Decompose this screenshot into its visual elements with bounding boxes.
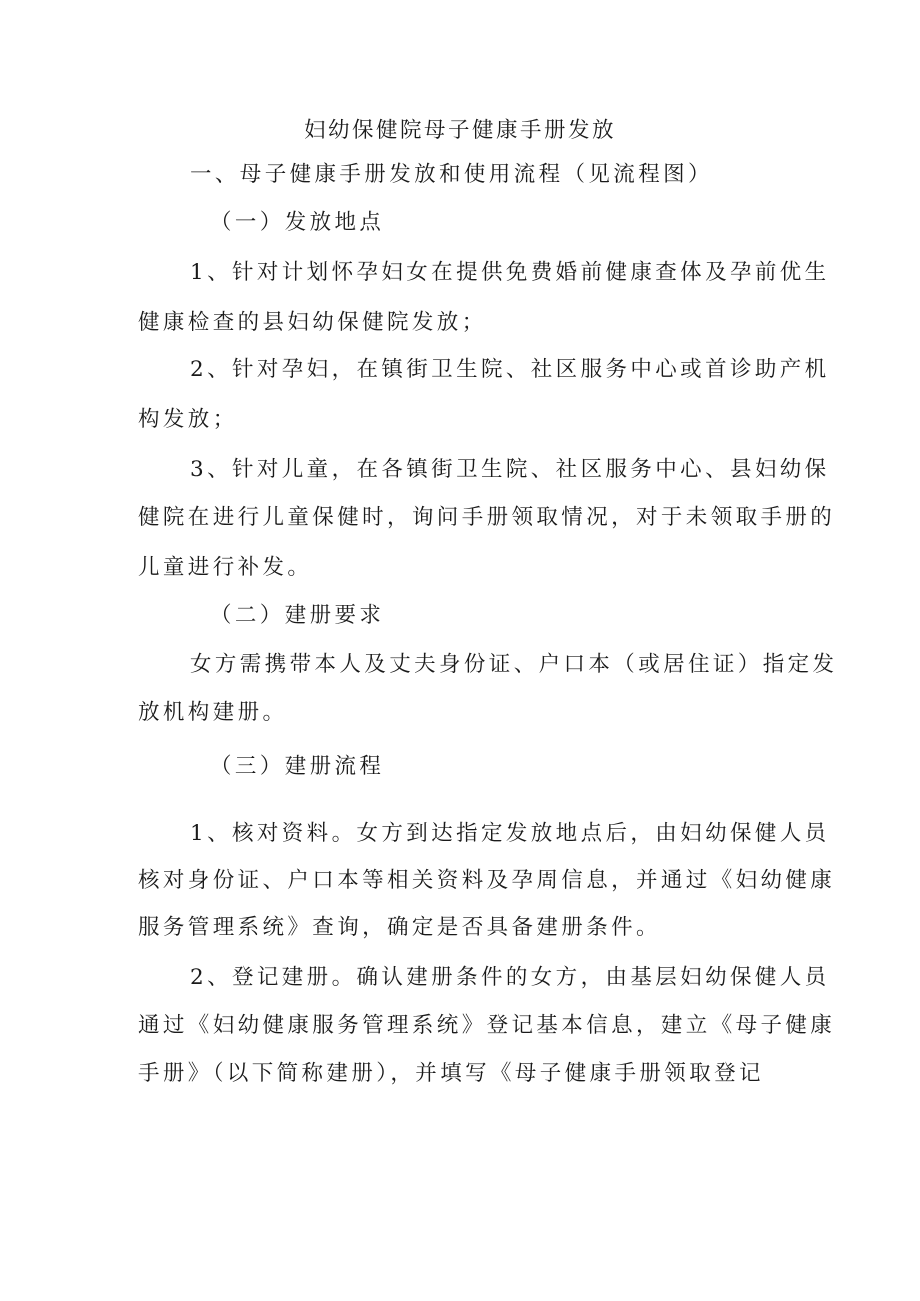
paragraph-line: 健康检查的县妇幼保健院发放； bbox=[138, 310, 487, 335]
paragraph-line: 1、针对计划怀孕妇女在提供免费婚前健康查体及孕前优生 bbox=[190, 260, 830, 285]
paragraph-line: 放机构建册。 bbox=[138, 700, 288, 725]
subsection-heading-registration-requirements: （二）建册要求 bbox=[210, 603, 385, 628]
paragraph-line: 2、针对孕妇，在镇街卫生院、社区服务中心或首诊助产机 bbox=[190, 357, 830, 382]
paragraph-line: 构发放； bbox=[138, 407, 238, 432]
subsection-heading-distribution-location: （一）发放地点 bbox=[210, 210, 385, 235]
paragraph-line: 核对身份证、户口本等相关资料及孕周信息，并通过《妇幼健康 bbox=[138, 868, 836, 893]
paragraph-line: 服务管理系统》查询，确定是否具备建册条件。 bbox=[138, 915, 661, 940]
paragraph-line: 1、核对资料。女方到达指定发放地点后，由妇幼保健人员 bbox=[190, 821, 830, 846]
document-title: 妇幼保健院母子健康手册发放 bbox=[303, 118, 616, 143]
paragraph-line: 通过《妇幼健康服务管理系统》登记基本信息，建立《母子健康 bbox=[138, 1013, 836, 1038]
paragraph-line: 3、针对儿童，在各镇街卫生院、社区服务中心、县妇幼保 bbox=[190, 457, 830, 482]
paragraph-line: 女方需携带本人及丈夫身份证、户口本（或居住证）指定发 bbox=[190, 652, 838, 677]
paragraph-line: 健院在进行儿童保健时，询问手册领取情况，对于未领取手册的 bbox=[138, 505, 836, 530]
subsection-heading-registration-process: （三）建册流程 bbox=[210, 754, 385, 779]
paragraph-line: 儿童进行补发。 bbox=[138, 555, 313, 580]
paragraph-line: 2、登记建册。确认建册条件的女方，由基层妇幼保健人员 bbox=[190, 965, 830, 990]
section-heading-1: 一、母子健康手册发放和使用流程（见流程图） bbox=[190, 162, 713, 187]
paragraph-line: 手册》（以下简称建册），并填写《母子健康手册领取登记 bbox=[138, 1061, 764, 1086]
